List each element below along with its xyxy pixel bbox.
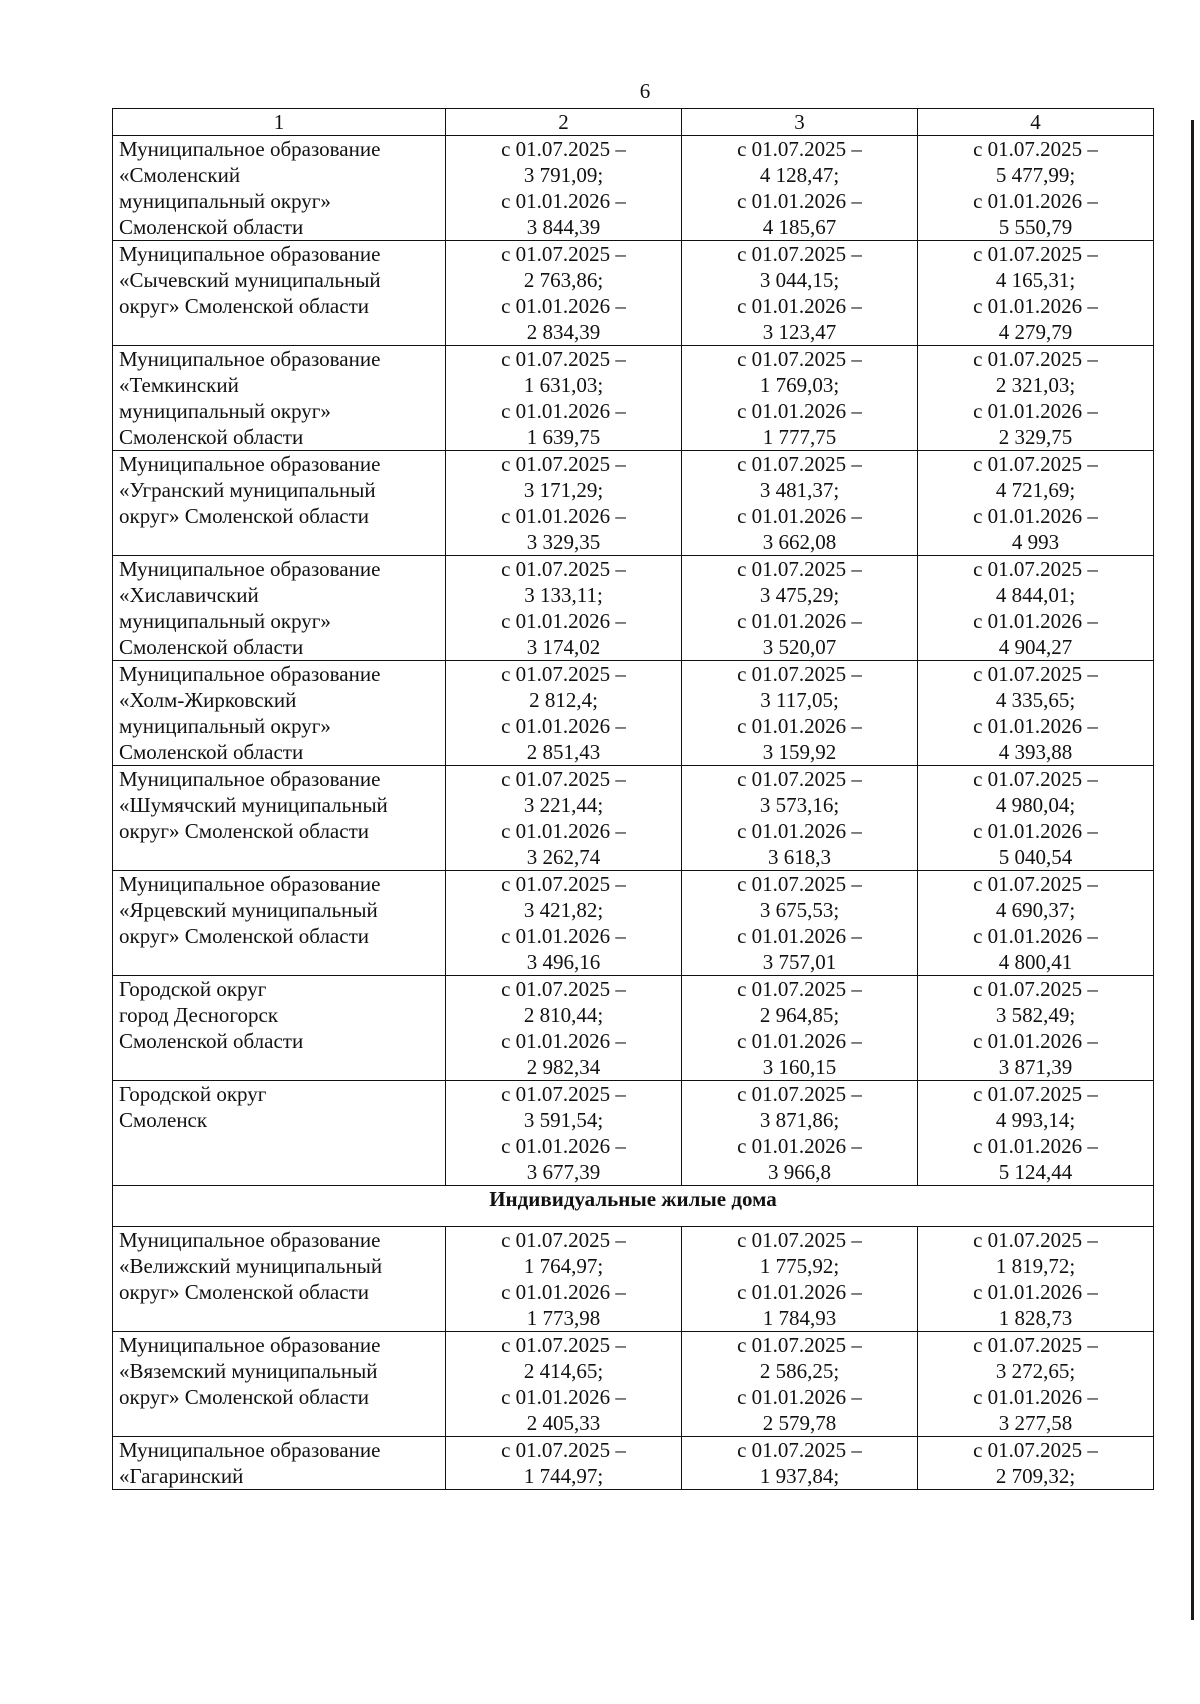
name-line: Муниципальное образование — [119, 662, 381, 686]
value-line: 5 040,54 — [998, 845, 1073, 869]
value-line: 3 117,05; — [760, 688, 839, 712]
value-line: 3 791,09; — [523, 163, 604, 187]
value-line: с 01.07.2025 – — [973, 557, 1098, 581]
value-line: с 01.07.2025 – — [501, 767, 626, 791]
value-line: 3 123,47 — [762, 320, 837, 344]
value-line: 3 272,65; — [995, 1359, 1076, 1383]
tariff-cell-col-4 — [918, 766, 1154, 871]
value-line: 1 769,03; — [759, 373, 840, 397]
name-line: Муниципальное образование — [119, 242, 381, 266]
value-line: с 01.07.2025 – — [973, 977, 1098, 1001]
value-line: с 01.07.2025 – — [973, 767, 1098, 791]
value-line: 4 185,67 — [762, 215, 837, 239]
tariff-cell-col-3 — [682, 1227, 918, 1332]
value-line: 3 481,37; — [759, 478, 840, 502]
tariff-cell-col-2 — [446, 1081, 682, 1186]
tariff-cell-col-4 — [918, 136, 1154, 241]
value-line: с 01.01.2026 – — [973, 294, 1098, 318]
municipality-name-cell — [113, 661, 446, 766]
name-line: Муниципальное образование — [119, 137, 381, 161]
header-row — [113, 109, 1154, 136]
value-line: с 01.01.2026 – — [501, 294, 626, 318]
value-line: 4 993 — [1011, 530, 1060, 554]
value-line: с 01.07.2025 – — [737, 872, 862, 896]
value-line: 1 764,97; — [523, 1254, 604, 1278]
value-line: с 01.01.2026 – — [501, 819, 626, 843]
value-line: с 01.01.2026 – — [737, 1029, 862, 1053]
name-line: Муниципальное образование — [119, 1333, 381, 1357]
value-line: с 01.01.2026 – — [737, 399, 862, 423]
value-line: 3 871,39 — [998, 1055, 1073, 1079]
value-line: с 01.07.2025 – — [737, 1082, 862, 1106]
value-line: 3 262,74 — [526, 845, 601, 869]
name-line: Муниципальное образование — [119, 1438, 381, 1462]
value-line: 2 321,03; — [995, 373, 1076, 397]
value-line: с 01.01.2026 – — [501, 1280, 626, 1304]
tariff-cell-col-4 — [918, 346, 1154, 451]
tariff-cell-col-3 — [682, 451, 918, 556]
name-line: Муниципальное образование — [119, 452, 381, 476]
value-line: 3 662,08 — [762, 530, 837, 554]
value-line: 3 171,29; — [523, 478, 604, 502]
tariff-cell-col-4 — [918, 451, 1154, 556]
value-line: 4 393,88 — [998, 740, 1073, 764]
name-line: «Темкинский — [119, 373, 239, 397]
tariff-cell-col-3 — [682, 766, 918, 871]
value-line: с 01.07.2025 – — [501, 347, 626, 371]
value-line: 4 980,04; — [995, 793, 1076, 817]
name-line: «Велижский муниципальный — [119, 1254, 383, 1278]
tariff-cell-col-4 — [918, 976, 1154, 1081]
value-line: с 01.01.2026 – — [973, 399, 1098, 423]
page-number: 6 — [639, 79, 651, 103]
name-line: «Холм-Жирковский — [119, 688, 297, 712]
table-row — [113, 766, 1154, 871]
value-line: 2 763,86; — [523, 268, 604, 292]
value-line: с 01.01.2026 – — [501, 924, 626, 948]
value-line: с 01.07.2025 – — [737, 452, 862, 476]
tariff-cell-col-4 — [918, 556, 1154, 661]
name-line: Городской округ — [119, 1082, 267, 1106]
value-line: с 01.01.2026 – — [737, 714, 862, 738]
table-row — [113, 661, 1154, 766]
value-line: 4 904,27 — [998, 635, 1073, 659]
value-line: с 01.01.2026 – — [973, 819, 1098, 843]
value-line: 3 573,16; — [759, 793, 840, 817]
tariff-cell-col-4 — [918, 241, 1154, 346]
value-line: 4 165,31; — [995, 268, 1076, 292]
value-line: 1 937,84; — [759, 1464, 840, 1488]
tariff-cell-col-2 — [446, 451, 682, 556]
value-line: с 01.01.2026 – — [501, 504, 626, 528]
value-line: с 01.01.2026 – — [973, 1134, 1098, 1158]
header-col-1: 1 — [113, 109, 446, 136]
tariff-cell-col-2 — [446, 241, 682, 346]
value-line: с 01.01.2026 – — [737, 924, 862, 948]
municipality-name-cell — [113, 976, 446, 1081]
value-line: с 01.01.2026 – — [501, 399, 626, 423]
value-line: 3 174,02 — [526, 635, 601, 659]
name-line: «Гагаринский — [119, 1464, 244, 1488]
table-row — [113, 976, 1154, 1081]
value-line: с 01.01.2026 – — [501, 1385, 626, 1409]
table-row — [113, 1081, 1154, 1186]
value-line: 4 993,14; — [995, 1108, 1076, 1132]
value-line: 2 579,78 — [762, 1411, 837, 1435]
value-line: 2 329,75 — [998, 425, 1073, 449]
value-line: 5 550,79 — [998, 215, 1073, 239]
value-line: с 01.01.2026 – — [973, 189, 1098, 213]
table-row — [113, 871, 1154, 976]
municipality-name-cell — [113, 766, 446, 871]
tariff-cell-col-2 — [446, 766, 682, 871]
municipality-name-cell — [113, 136, 446, 241]
value-line: с 01.07.2025 – — [501, 1082, 626, 1106]
name-line: Смоленской области — [119, 740, 304, 764]
value-line: с 01.07.2025 – — [501, 557, 626, 581]
name-line: муниципальный округ» — [119, 714, 331, 738]
table-row — [113, 1437, 1154, 1490]
name-line: Смоленской области — [119, 215, 304, 239]
value-line: с 01.01.2026 – — [973, 1280, 1098, 1304]
table-row — [113, 556, 1154, 661]
tariff-cell-col-4 — [918, 1081, 1154, 1186]
value-line: 3 966,8 — [768, 1160, 831, 1184]
value-line: 3 044,15; — [759, 268, 840, 292]
tariff-cell-col-2 — [446, 871, 682, 976]
name-line: Муниципальное образование — [119, 347, 381, 371]
tariff-cell-col-3 — [682, 976, 918, 1081]
value-line: 2 834,39 — [526, 320, 601, 344]
value-line: 3 133,11; — [524, 583, 603, 607]
value-line: с 01.07.2025 – — [737, 1333, 862, 1357]
municipality-name-cell — [113, 871, 446, 976]
value-line: 5 477,99; — [995, 163, 1076, 187]
name-line: город Десногорск — [119, 1003, 279, 1027]
value-line: 3 844,39 — [526, 215, 601, 239]
name-line: Муниципальное образование — [119, 1228, 381, 1252]
section-header-row — [113, 1186, 1154, 1227]
name-line: «Хиславичский — [119, 583, 259, 607]
tariff-table — [112, 108, 1154, 1490]
name-line: Муниципальное образование — [119, 872, 381, 896]
value-line: с 01.01.2026 – — [501, 1134, 626, 1158]
value-line: 1 639,75 — [526, 425, 601, 449]
value-line: с 01.07.2025 – — [737, 557, 862, 581]
value-line: 3 871,86; — [759, 1108, 840, 1132]
table-row — [113, 451, 1154, 556]
value-line: с 01.07.2025 – — [737, 1438, 862, 1462]
value-line: 1 777,75 — [762, 425, 837, 449]
tariff-cell-col-4 — [918, 1227, 1154, 1332]
tariff-cell-col-3 — [682, 556, 918, 661]
value-line: с 01.07.2025 – — [973, 1228, 1098, 1252]
value-line: 3 582,49; — [995, 1003, 1076, 1027]
name-line: «Ярцевский муниципальный — [119, 898, 378, 922]
value-line: с 01.01.2026 – — [501, 189, 626, 213]
value-line: с 01.07.2025 – — [737, 347, 862, 371]
name-line: Смоленск — [119, 1108, 208, 1132]
table-row — [113, 346, 1154, 451]
value-line: с 01.01.2026 – — [973, 504, 1098, 528]
tariff-cell-col-3 — [682, 871, 918, 976]
value-line: с 01.01.2026 – — [737, 1134, 862, 1158]
value-line: с 01.07.2025 – — [501, 452, 626, 476]
table-row — [113, 1332, 1154, 1437]
value-line: с 01.07.2025 – — [501, 137, 626, 161]
value-line: с 01.01.2026 – — [737, 609, 862, 633]
value-line: с 01.07.2025 – — [973, 1333, 1098, 1357]
value-line: 2 810,44; — [523, 1003, 604, 1027]
name-line: округ» Смоленской области — [119, 1385, 369, 1409]
value-line: с 01.01.2026 – — [737, 504, 862, 528]
table-body — [113, 136, 1154, 1490]
value-line: с 01.07.2025 – — [501, 662, 626, 686]
tariff-cell-col-2 — [446, 556, 682, 661]
value-line: с 01.07.2025 – — [973, 347, 1098, 371]
table-row — [113, 241, 1154, 346]
value-line: с 01.01.2026 – — [973, 714, 1098, 738]
header-col-2: 2 — [446, 109, 682, 136]
municipality-name-cell — [113, 346, 446, 451]
value-line: с 01.07.2025 – — [737, 767, 862, 791]
value-line: с 01.01.2026 – — [973, 924, 1098, 948]
table-row — [113, 136, 1154, 241]
name-line: «Вяземский муниципальный — [119, 1359, 378, 1383]
value-line: с 01.01.2026 – — [737, 1385, 862, 1409]
name-line: «Смоленский — [119, 163, 241, 187]
header-col-3: 3 — [682, 109, 918, 136]
value-line: 3 221,44; — [523, 793, 604, 817]
value-line: с 01.07.2025 – — [973, 452, 1098, 476]
value-line: 1 773,98 — [526, 1306, 601, 1330]
value-line: с 01.07.2025 – — [737, 242, 862, 266]
value-line: с 01.07.2025 – — [501, 242, 626, 266]
name-line: Смоленской области — [119, 635, 304, 659]
value-line: 3 618,3 — [768, 845, 831, 869]
value-line: 3 591,54; — [523, 1108, 604, 1132]
value-line: с 01.07.2025 – — [973, 1082, 1098, 1106]
value-line: с 01.01.2026 – — [737, 1280, 862, 1304]
value-line: 2 405,33 — [526, 1411, 601, 1435]
value-line: с 01.07.2025 – — [737, 1228, 862, 1252]
name-line: Смоленской области — [119, 425, 304, 449]
value-line: с 01.01.2026 – — [501, 609, 626, 633]
name-line: округ» Смоленской области — [119, 1280, 369, 1304]
value-line: 3 160,15 — [762, 1055, 837, 1079]
tariff-cell-col-3 — [682, 1437, 918, 1490]
name-line: «Сычевский муниципальный — [119, 268, 381, 292]
value-line: с 01.07.2025 – — [501, 1333, 626, 1357]
table-row — [113, 1227, 1154, 1332]
value-line: 3 677,39 — [526, 1160, 601, 1184]
value-line: 4 721,69; — [995, 478, 1076, 502]
tariff-cell-col-3 — [682, 241, 918, 346]
tariff-cell-col-3 — [682, 1081, 918, 1186]
municipality-name-cell — [113, 556, 446, 661]
tariff-cell-col-2 — [446, 661, 682, 766]
value-line: с 01.01.2026 – — [501, 1029, 626, 1053]
value-line: 3 421,82; — [523, 898, 604, 922]
tariff-cell-col-2 — [446, 1332, 682, 1437]
value-line: 3 159,92 — [762, 740, 837, 764]
tariff-cell-col-4 — [918, 661, 1154, 766]
value-line: 2 964,85; — [759, 1003, 840, 1027]
tariff-cell-col-4 — [918, 1437, 1154, 1490]
value-line: 4 335,65; — [995, 688, 1076, 712]
name-line: округ» Смоленской области — [119, 294, 369, 318]
value-line: 5 124,44 — [998, 1160, 1073, 1184]
name-line: Городской округ — [119, 977, 267, 1001]
name-line: округ» Смоленской области — [119, 504, 369, 528]
name-line: муниципальный округ» — [119, 399, 331, 423]
name-line: муниципальный округ» — [119, 609, 331, 633]
value-line: 2 851,43 — [526, 740, 601, 764]
value-line: с 01.07.2025 – — [973, 1438, 1098, 1462]
tariff-cell-col-3 — [682, 1332, 918, 1437]
value-line: с 01.07.2025 – — [737, 137, 862, 161]
value-line: 4 844,01; — [995, 583, 1076, 607]
value-line: 4 800,41 — [998, 950, 1073, 974]
value-line: с 01.01.2026 – — [737, 819, 862, 843]
value-line: 2 414,65; — [523, 1359, 604, 1383]
municipality-name-cell — [113, 241, 446, 346]
value-line: 2 586,25; — [759, 1359, 840, 1383]
value-line: с 01.01.2026 – — [737, 189, 862, 213]
value-line: с 01.01.2026 – — [973, 609, 1098, 633]
value-line: с 01.07.2025 – — [973, 662, 1098, 686]
value-line: 1 784,93 — [762, 1306, 837, 1330]
section-title: Индивидуальные жилые дома — [113, 1186, 1154, 1227]
value-line: с 01.07.2025 – — [737, 977, 862, 1001]
name-line: Муниципальное образование — [119, 557, 381, 581]
municipality-name-cell — [113, 1227, 446, 1332]
value-line: с 01.01.2026 – — [973, 1029, 1098, 1053]
value-line: 2 812,4; — [529, 688, 598, 712]
municipality-name-cell — [113, 1437, 446, 1490]
value-line: 3 520,07 — [762, 635, 837, 659]
value-line: с 01.07.2025 – — [973, 872, 1098, 896]
tariff-cell-col-2 — [446, 346, 682, 451]
value-line: 3 675,53; — [759, 898, 840, 922]
value-line: с 01.07.2025 – — [501, 1438, 626, 1462]
value-line: с 01.07.2025 – — [973, 242, 1098, 266]
name-line: муниципальный округ» — [119, 189, 331, 213]
value-line: 3 496,16 — [526, 950, 601, 974]
municipality-name-cell — [113, 451, 446, 556]
value-line: с 01.01.2026 – — [501, 714, 626, 738]
value-line: 3 277,58 — [998, 1411, 1073, 1435]
name-line: округ» Смоленской области — [119, 819, 369, 843]
tariff-cell-col-2 — [446, 136, 682, 241]
name-line: «Угранский муниципальный — [119, 478, 376, 502]
name-line: Смоленской области — [119, 1029, 304, 1053]
header-col-4: 4 — [918, 109, 1154, 136]
tariff-cell-col-3 — [682, 661, 918, 766]
value-line: 3 757,01 — [762, 950, 837, 974]
value-line: с 01.07.2025 – — [501, 872, 626, 896]
tariff-cell-col-4 — [918, 1332, 1154, 1437]
value-line: с 01.07.2025 – — [973, 137, 1098, 161]
value-line: 1 819,72; — [995, 1254, 1076, 1278]
tariff-cell-col-3 — [682, 346, 918, 451]
municipality-name-cell — [113, 1081, 446, 1186]
scan-edge-mark — [1191, 120, 1194, 1620]
name-line: Муниципальное образование — [119, 767, 381, 791]
value-line: 1 775,92; — [759, 1254, 840, 1278]
tariff-cell-col-3 — [682, 136, 918, 241]
value-line: с 01.07.2025 – — [501, 977, 626, 1001]
value-line: с 01.07.2025 – — [501, 1228, 626, 1252]
name-line: округ» Смоленской области — [119, 924, 369, 948]
value-line: с 01.07.2025 – — [737, 662, 862, 686]
value-line: 1 631,03; — [523, 373, 604, 397]
value-line: 2 709,32; — [995, 1464, 1076, 1488]
value-line: с 01.01.2026 – — [737, 294, 862, 318]
tariff-cell-col-2 — [446, 1227, 682, 1332]
tariff-cell-col-2 — [446, 976, 682, 1081]
value-line: 4 690,37; — [995, 898, 1076, 922]
value-line: 3 475,29; — [759, 583, 840, 607]
value-line: 1 744,97; — [523, 1464, 604, 1488]
tariff-cell-col-2 — [446, 1437, 682, 1490]
value-line: 1 828,73 — [998, 1306, 1073, 1330]
value-line: с 01.01.2026 – — [973, 1385, 1098, 1409]
tariff-cell-col-4 — [918, 871, 1154, 976]
value-line: 4 128,47; — [759, 163, 840, 187]
value-line: 4 279,79 — [998, 320, 1073, 344]
value-line: 2 982,34 — [526, 1055, 601, 1079]
value-line: 3 329,35 — [526, 530, 601, 554]
name-line: «Шумячский муниципальный — [119, 793, 388, 817]
municipality-name-cell — [113, 1332, 446, 1437]
